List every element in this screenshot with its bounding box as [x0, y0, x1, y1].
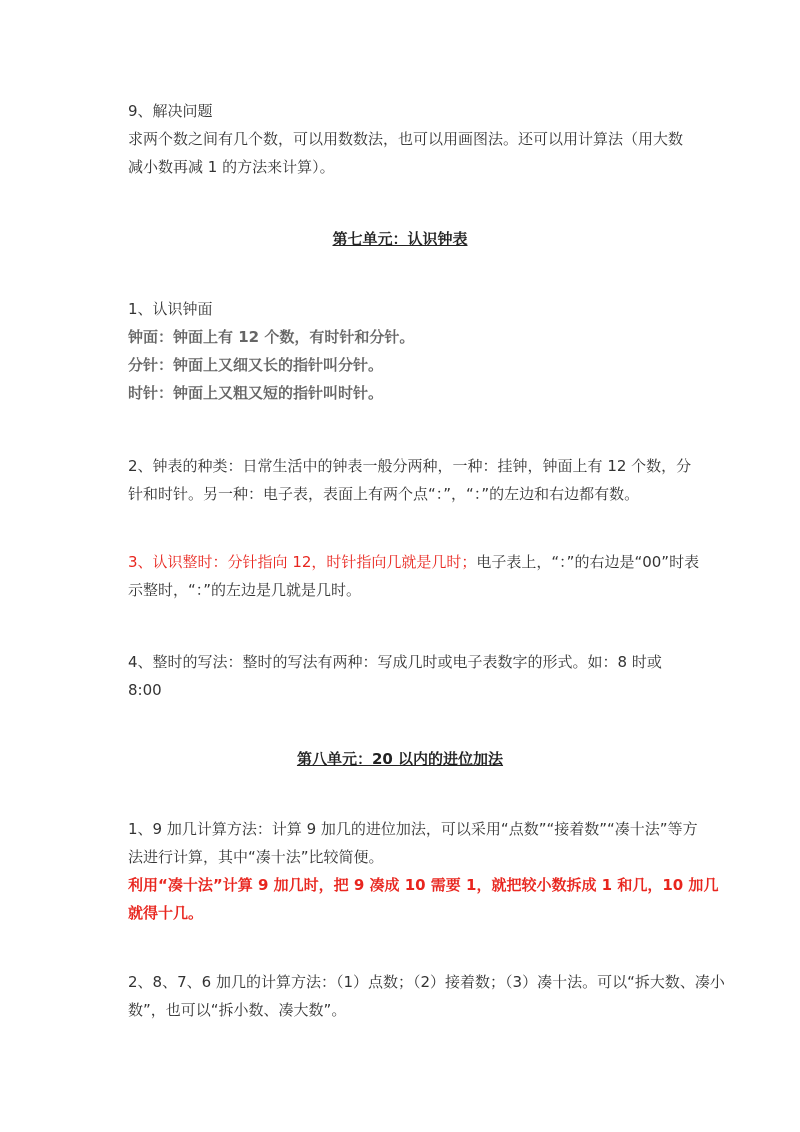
unit-8-item-1-line-1: 1、9 加几计算方法：计算 9 加几的进位加法，可以采用“点数”“接着数”“凑十法”等方: [128, 820, 698, 838]
unit-7-item-3-line-1: [128, 551, 699, 573]
unit-7-item-1-heading: 1、认识钟面: [128, 300, 213, 318]
clockface-definition: 钟面：钟面上有 12 个数，有时针和分针。: [128, 328, 415, 346]
item-3-red-highlight: 认识整时：分针指向 12，时针指向几就是几时；: [152, 553, 477, 571]
unit-8-item-2-line-2: 数”，也可以“拆小数、凑大数”。: [128, 1001, 347, 1019]
unit-8-title: 第八单元：20 以内的进位加法: [296, 750, 504, 768]
unit-7-title: 第七单元：认识钟表: [332, 230, 468, 248]
unit-7-item-2-line-2: 针和时针。另一种：电子表，表面上有两个点“：”，“：”的左边和右边都有数。: [128, 485, 640, 503]
unit-7-item-4-line-1: 4、整时的写法：整时的写法有两种：写成几时或电子表数字的形式。如：8 时或: [128, 653, 662, 671]
unit-7-item-2-line-1: 2、钟表的种类：日常生活中的钟表一般分两种，一种：挂钟，钟面上有 12 个数，分: [128, 457, 692, 475]
unit-7-item-3-line-2: 示整时，“：”的左边是几就是几时。: [128, 581, 362, 599]
section-9-text-line-2: 减小数再减 1 的方法来计算）。: [128, 158, 335, 176]
item-3-rest: 电子表上，“：”的右边是“00”时表: [476, 553, 700, 571]
section-9-text-line-1: 求两个数之间有几个数，可以用数数法，也可以用画图法。还可以用计算法（用大数: [128, 130, 684, 148]
unit-8-item-1-line-2: 法进行计算，其中“凑十法”比较简便。: [128, 848, 384, 866]
unit-8-item-2-line-1: 2、8、7、6 加几的计算方法：（1）点数；（2）接着数；（3）凑十法。可以“拆大数、凑小: [128, 973, 725, 991]
unit-8-item-1-red-line-1: 利用“凑十法”计算 9 加几时，把 9 凑成 10 需要 1，就把较小数拆成 1 和几，10 加几: [128, 876, 719, 894]
unit-7-item-4-line-2: 8:00: [128, 681, 162, 699]
unit-8-item-1-red-line-2: 就得十几。: [128, 904, 204, 922]
document-page: [128, 0, 725, 1132]
section-9-heading: 9、解决问题: [128, 102, 213, 120]
hour-hand-definition: 时针：钟面上又粗又短的指针叫时针。: [128, 384, 384, 402]
minute-hand-definition: 分针：钟面上又细又长的指针叫分针。: [128, 356, 384, 374]
item-3-number: 3、: [128, 553, 153, 571]
